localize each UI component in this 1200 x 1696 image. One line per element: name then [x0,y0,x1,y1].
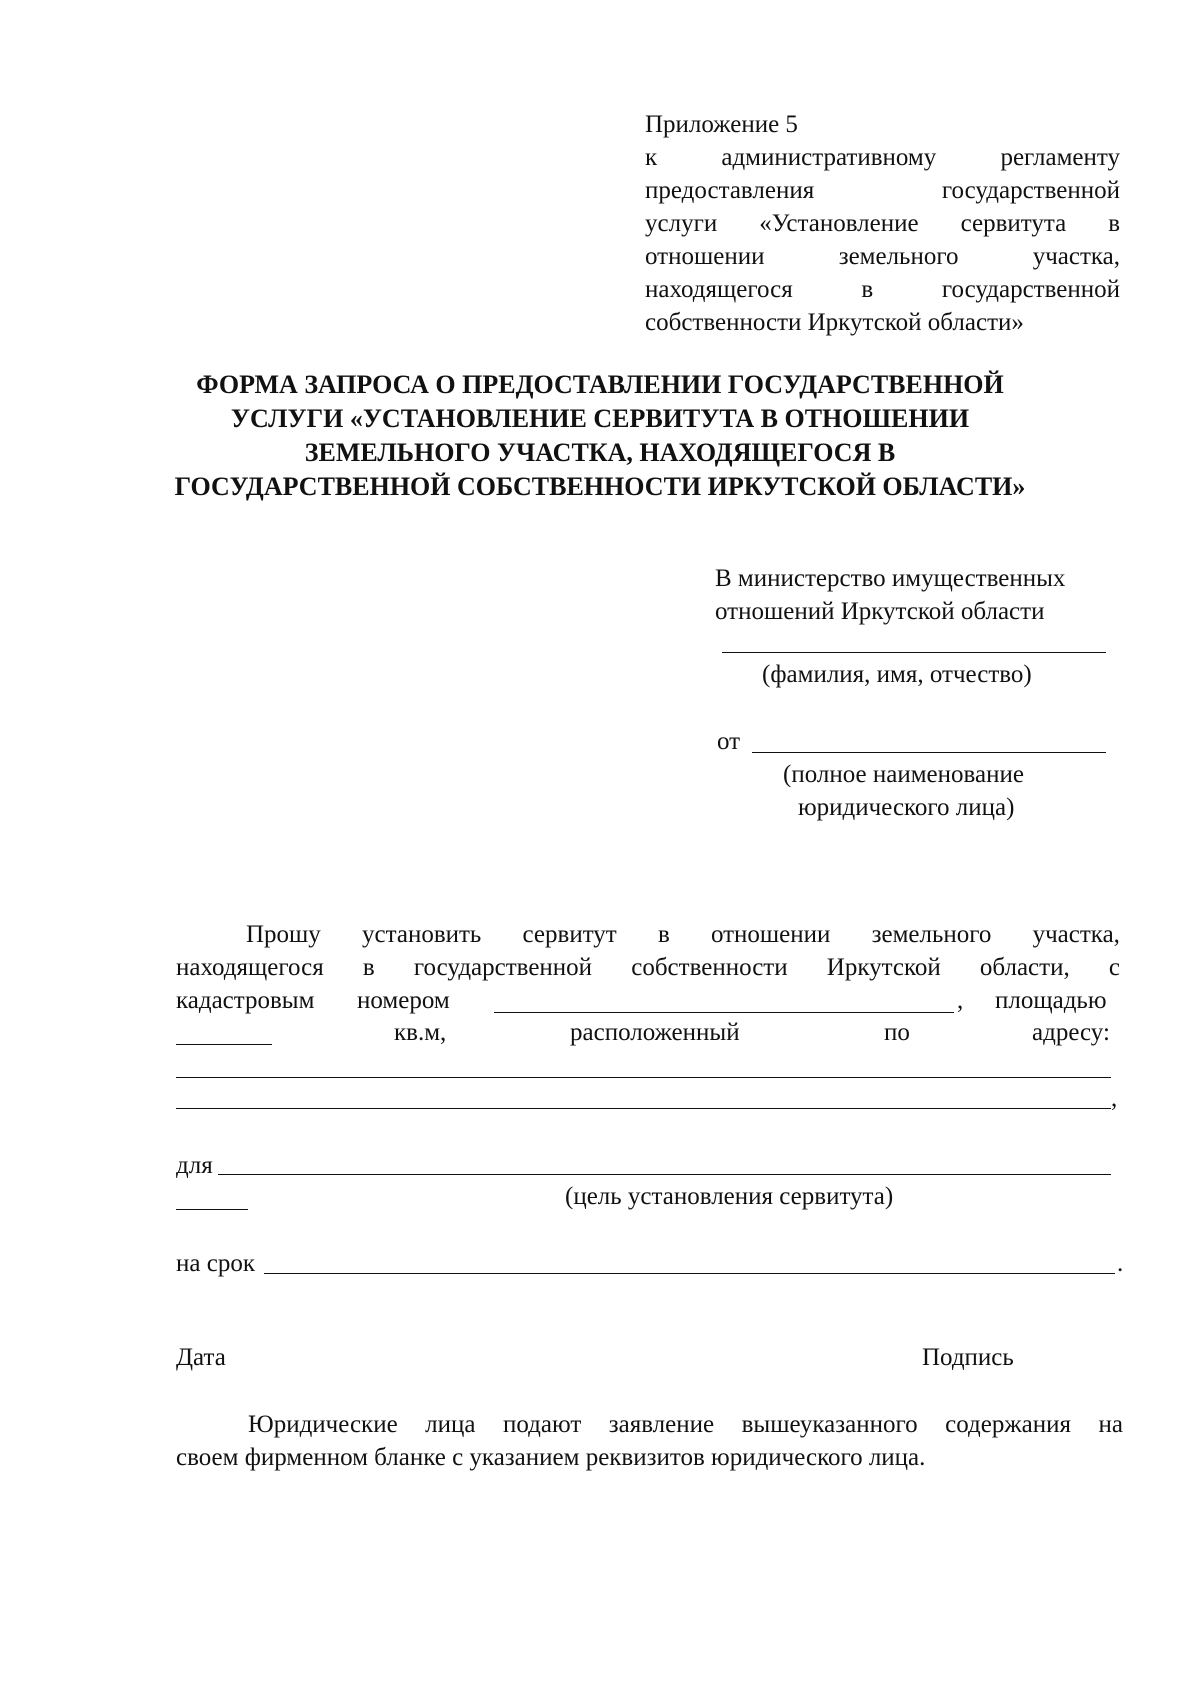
signature-label: Подпись [922,1344,1014,1371]
title-line-1: ФОРМА ЗАПРОСА О ПРЕДОСТАВЛЕНИИ ГОСУДАРСТВЕННОЙ [196,370,1004,399]
request-word: находящегося [176,954,324,981]
area-blank[interactable] [176,1044,272,1045]
title-line-2: УСЛУГИ «УСТАНОВЛЕНИЕ СЕРВИТУТА В ОТНОШЕНИИ [230,404,970,433]
appendix-line-3 [645,207,1120,240]
purpose-blank-continuation[interactable] [176,1209,248,1210]
request-line-1 [176,918,1120,951]
appendix-last-line: собственности Иркутской области» [645,309,1024,336]
cadastral-number-blank[interactable] [494,1012,954,1013]
note-line-1 [176,1408,1123,1441]
appendix-word: предоставления [645,177,815,204]
appendix-word: в [1108,210,1120,237]
appendix-word: участка, [1032,243,1120,270]
appendix-word: государственной [941,177,1120,204]
purpose-blank-line[interactable] [218,1174,1111,1175]
appendix-line-5 [645,273,1120,306]
org-caption-line-1: (полное наименование [783,761,1024,788]
appendix-word: государственной [941,276,1120,303]
addressee-line-1: В министерство имущественных [715,565,1066,592]
address-blank-line-1[interactable] [176,1077,1111,1078]
request-word: Иркутской [826,954,941,981]
request-word: с [1108,954,1120,981]
request-word: участка, [1032,921,1120,948]
request-line-2 [176,951,1120,984]
note-line-2: своем фирменном бланке с указанием реквизитов юридического лица. [176,1444,926,1471]
address-blank-line-2[interactable] [176,1108,1111,1109]
addressee-line-2: отношений Иркутской области [715,598,1045,625]
request-word: государственной [413,954,593,981]
appendix-word: «Установление [759,210,919,237]
note-word: на [1098,1411,1123,1438]
appendix-word: находящегося [645,276,793,303]
request-word: установить [362,921,482,948]
appendix-word: в [861,276,874,303]
appendix-word: административному [721,144,937,171]
from-label: от [717,728,741,755]
purpose-caption: (цель установления сервитута) [565,1183,894,1210]
org-caption-line-2: юридического лица) [798,794,1015,821]
appendix-word: земельного [838,243,959,270]
fio-blank-line[interactable] [722,652,1106,653]
located-label: расположенный [570,1019,740,1046]
address-label: адресу: [1032,1019,1110,1046]
note-word: Юридические [248,1411,398,1438]
by-label: по [884,1019,910,1046]
appendix-number: Приложение 5 [645,111,798,138]
number-label: номером [357,987,450,1014]
addressee-block [715,562,1135,628]
appendix-word: регламенту [1000,144,1120,171]
note-word: подают [503,1411,582,1438]
note-word: лица [425,1411,476,1438]
cadastral-comma: , [957,987,964,1014]
address-comma: , [1111,1085,1118,1112]
title-line-4: ГОСУДАРСТВЕННОЙ СОБСТВЕННОСТИ ИРКУТСКОЙ ОБЛАСТИ» [174,472,1026,501]
appendix-word: услуги [645,210,718,237]
appendix-word: отношении [645,243,765,270]
title-line-3: ЗЕМЕЛЬНОГО УЧАСТКА, НАХОДЯЩЕГОСЯ В [304,438,896,467]
note-word: содержания [945,1411,1071,1438]
request-word: в [657,921,670,948]
request-paragraph [176,918,1120,984]
for-label: для [176,1152,213,1179]
request-word: в [362,954,375,981]
area-label: площадью [995,987,1107,1014]
request-word: сервитут [522,921,617,948]
term-dot: . [1117,1250,1124,1277]
fio-caption: (фамилия, имя, отчество) [762,661,1032,688]
note-word: заявление [608,1411,715,1438]
sqm-label: кв.м, [394,1019,447,1046]
note-paragraph [176,1408,1123,1474]
appendix-line-2 [645,174,1120,207]
appendix-line-1 [645,141,1120,174]
form-title [150,368,1050,504]
appendix-block [645,108,1120,339]
term-label: на срок [176,1250,255,1277]
organization-blank-line[interactable] [752,752,1106,753]
note-word: вышеуказанного [741,1411,918,1438]
request-word: собственности [631,954,788,981]
date-label: Дата [176,1344,226,1371]
cadastral-label: кадастровым [176,987,315,1014]
request-word: земельного [871,921,992,948]
request-word: области, [979,954,1070,981]
appendix-line-4 [645,240,1120,273]
appendix-word: сервитута [960,210,1067,237]
term-blank-line[interactable] [264,1273,1115,1274]
request-word: Прошу [246,921,321,948]
appendix-word: к [645,144,658,171]
request-word: отношении [710,921,831,948]
